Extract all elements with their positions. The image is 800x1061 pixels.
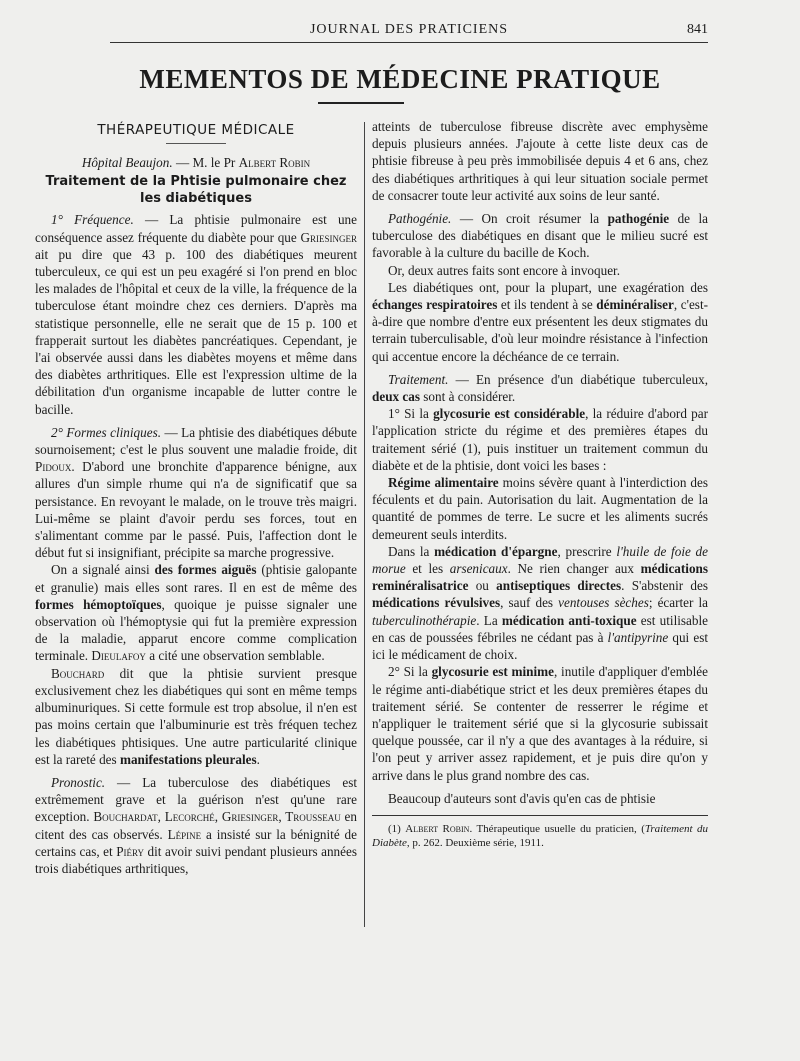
footnote <box>372 822 708 850</box>
para-text: de la tuberculose des diabétiques en disant que le milieu sucré est favorable à la culture du bacille de Koch. <box>372 211 709 261</box>
para-text: , sauf des <box>500 595 559 611</box>
title-rule <box>318 102 404 104</box>
paragraph-traitement <box>372 371 708 405</box>
bold-term: médications reminéralisatrice <box>372 561 709 594</box>
para-text: sont à considérer. <box>420 389 516 405</box>
para-text: ; écarter la <box>648 595 708 611</box>
bold-term: des formes aiguës <box>154 562 257 578</box>
bold-term: médications révulsives <box>372 595 501 611</box>
para-text: Dans la <box>388 543 435 559</box>
footnote-book-title: Traitement du Diabète <box>372 822 709 849</box>
para-text: en citent des cas observés. <box>35 809 358 842</box>
paragraph-formes-aigues <box>35 561 357 664</box>
para-text: Les diabétiques ont, pour la plupart, une exagération des <box>388 279 708 295</box>
paragraph-bouchard <box>35 665 357 768</box>
para-text: — La phtisie pulmonaire est une conséquence assez fréquente du diabète pour que <box>35 212 358 245</box>
para-text: a insisté sur la bénignité de certains cas, et <box>35 826 357 859</box>
paragraph-formes-cliniques <box>35 424 357 562</box>
paragraph-glycosurie-considerable <box>372 405 708 474</box>
footnote-text: , p. 262. Deuxième série, 1911. <box>406 836 544 849</box>
para-text: — On croit résumer la <box>451 211 608 227</box>
left-column <box>35 118 357 877</box>
bold-term: glycosurie est considérable <box>433 406 586 422</box>
footnote-text: . Thérapeutique usuelle du praticien, ( <box>469 822 645 835</box>
para-text: — En présence d'un diabétique tuberculeux, <box>448 371 708 387</box>
para-text: . <box>256 751 260 767</box>
paragraph-glycosurie-minime <box>372 663 708 783</box>
bold-term: deux cas <box>372 389 420 405</box>
para-text: dit avoir suivi pendant plusieurs années trois diabétiques arthritiques, <box>35 843 357 876</box>
para-text: ou <box>468 578 497 594</box>
para-text: . D'abord une bronchite d'apparence bénigne, aux allures d'un simple rhume qui n'a de significatif que sa persistance. En revoyant le malade, on le trouve très maigri. Lui-même se plaint d'avoir perdu ses forces, tout en s'alimentant comme par le passé. Puis, l'affection dont le début fut si insignifiant, précipite sa marche progressive. <box>35 459 357 561</box>
para-lead: 1° Fréquence. <box>51 212 134 228</box>
footnote-author: Albert Robin <box>405 822 470 835</box>
para-lead: Pathogénie. <box>388 211 452 227</box>
bold-term: Régime alimentaire <box>388 475 499 491</box>
para-lead: Traitement. <box>388 371 449 387</box>
section-heading: THÉRAPEUTIQUE MÉDICALE <box>97 122 295 138</box>
main-title: MEMENTOS DE MÉDECINE PRATIQUE <box>139 64 661 94</box>
para-text: et ils tendent à se <box>497 297 597 313</box>
paragraph-pathogenie <box>372 210 708 262</box>
para-text: et les <box>405 561 450 577</box>
paragraph-invoquer: Or, deux autres faits sont encore à invoquer. <box>388 262 621 278</box>
bold-term: médication d'épargne <box>434 543 558 559</box>
column-divider <box>364 122 365 927</box>
running-header <box>110 18 708 43</box>
bold-term: échanges respiratoires <box>372 297 498 313</box>
cited-author: Bouchard <box>51 665 105 681</box>
cited-author: Piéry <box>116 843 145 859</box>
cited-author: Pidoux <box>35 459 72 475</box>
paragraph-beaucoup: Beaucoup d'auteurs sont d'avis qu'en cas de phtisie <box>388 790 656 806</box>
footnote-rule <box>372 815 708 816</box>
page-number: 841 <box>687 22 708 37</box>
para-text: , c'est-à-dire que nombre d'entre eux présentent les deux stigmates du terrain tuberculisable, d'où leur moindre résistance à l'infection qui accentue encore la déchéance de ce terrain. <box>372 297 708 364</box>
para-text: , inutile d'appliquer d'emblée le régime anti-diabétique strict et les deux premières étapes du traitement sérié. Se contenter de resserrer le régime et n'appliquer le traitement sérié que si la glycosurie subissait quelque poussée, car il n'y a que des avantages à la réduire, si l'on peut y arriver assez rapidement, et je puis dire qu'on y arrive dans le plus grand nombre des cas. <box>372 664 708 783</box>
cited-author: Dieulafoy <box>91 648 146 664</box>
cited-author: Lépine <box>167 826 202 842</box>
italic-term: l'huile de foie de morue <box>372 543 709 577</box>
italic-term: ventouses sèches <box>558 595 649 611</box>
para-text: . Ne rien changer aux <box>507 561 641 577</box>
para-text: dit que la phtisie survient presque exclusivement chez les diabétiques qui sont en même temps albuminuriques. Si cette formule est trop absolue, il n'en est pas moins certain que l'albuminurie est très fréquen techez les diabétiques phtisiques. Une autre particularité clinique est la rareté des <box>35 665 357 767</box>
footnote-number: (1) <box>388 822 406 835</box>
para-text: On a signalé ainsi <box>51 562 155 578</box>
source-dash: — M. le Pr <box>172 155 239 171</box>
bold-term: glycosurie est minime <box>431 664 555 680</box>
para-lead: 2° Formes cliniques. <box>51 424 162 440</box>
bold-term: déminéraliser <box>596 297 674 313</box>
para-text: , quoique je puisse signaler une observation où l'hémoptysie qui fut la première expression de la maladie, apparut encore comme complication terminale. <box>35 596 357 664</box>
para-text: qui est ici le médicament de choix. <box>372 629 708 663</box>
source-line <box>35 154 357 171</box>
para-text: — La tuberculose des diabétiques est extrêmement grave et la guérison n'est qu'une rare exception. <box>35 774 357 825</box>
author-name: Albert Robin <box>238 155 311 171</box>
bold-term: antiseptiques directes <box>496 578 622 594</box>
italic-term: arsenicaux <box>449 561 508 577</box>
section-rule <box>166 143 226 144</box>
para-text: est utilisable en cas de poussées fébriles ne cédant pas à <box>372 612 708 645</box>
para-text: , la réduire d'abord par l'application stricte du régime et des premières étapes du traitement sérié (1), puis instituer un traitement commun du diabète et de la phtisie, dont voici les bases : <box>372 406 708 473</box>
paragraph-pronostic <box>35 774 357 877</box>
bold-term: formes hémoptoïques <box>35 596 162 612</box>
para-text: , prescrire <box>557 543 617 559</box>
right-column <box>372 118 708 850</box>
para-text: . S'abstenir des <box>621 578 708 594</box>
bold-term: médication anti-toxique <box>501 612 637 628</box>
italic-term: l'antipyrine <box>607 629 669 645</box>
para-text: . La <box>476 612 502 628</box>
para-text: 1° Si la <box>388 406 434 422</box>
cited-authors: Bouchardat, Lecorché, Griesinger, Trousseau <box>93 809 341 825</box>
paragraph-frequence <box>35 211 357 417</box>
para-text: ait pu dire que 43 p. 100 des diabétiques meurent tuberculeux, ce qui est un peu exagéré si l'on prend en bloc les malades de l'hôpital et ceux de la ville, la fréquence de la tuberculose étant moindre chez ces derniers. D'après ma statistique personnelle, elle ne serait que de 15 p. 100 et frapperait surtout les diabètes pancréatiques. Cependant, je l'ai observée aussi dans les diabètes moyens et même dans des diabètes arthritiques. Elle est l'expression ultime de la débilitation d'un organisme incapable de lutter contre le bacille. <box>35 246 357 417</box>
para-text: a cité une observation semblable. <box>145 648 325 664</box>
bold-term: pathogénie <box>607 211 670 227</box>
running-title: JOURNAL DES PRATICIENS <box>309 22 509 37</box>
para-text: moins sévère quant à l'interdiction des féculents et du pain. Autorisation du lait. Augmentation de la quantité de pommes de terre. Le sucre et les aliments sucrés demeurent seuls interdits. <box>372 475 709 542</box>
paragraph-echanges <box>372 279 708 365</box>
para-lead: Pronostic. <box>51 774 106 790</box>
article-title: Traitement de la Phtisie pulmonaire chez les diabétiques <box>45 174 347 207</box>
paragraph-medication <box>372 543 708 663</box>
cited-author: Griesinger <box>300 229 357 245</box>
hospital-name: Hôpital Beaujon. <box>81 155 173 171</box>
paragraph-continuation: atteints de tuberculose fibreuse discrète avec emphysème depuis plusieurs années. J'ajoute à cette liste deux cas de phtisie fibreuse à peu près immobilisée depuis 4 et 6 ans, chez des diabétiques arthritiques à qui leur situation sociale permet de consacrer toute leur activité aux soins de leur santé. <box>372 119 708 203</box>
para-text: (phtisie galopante et granulie) mais elles sont rares. Il en est de même des <box>35 562 357 595</box>
italic-term: tuberculinothérapie <box>372 612 477 628</box>
bold-term: manifestations pleurales <box>119 751 257 767</box>
para-text: — La phtisie des diabétiques débute sournoisement; c'est le plus souvent une maladie froide, dit <box>35 424 357 458</box>
paragraph-regime <box>372 474 708 543</box>
para-text: 2° Si la <box>388 664 432 680</box>
